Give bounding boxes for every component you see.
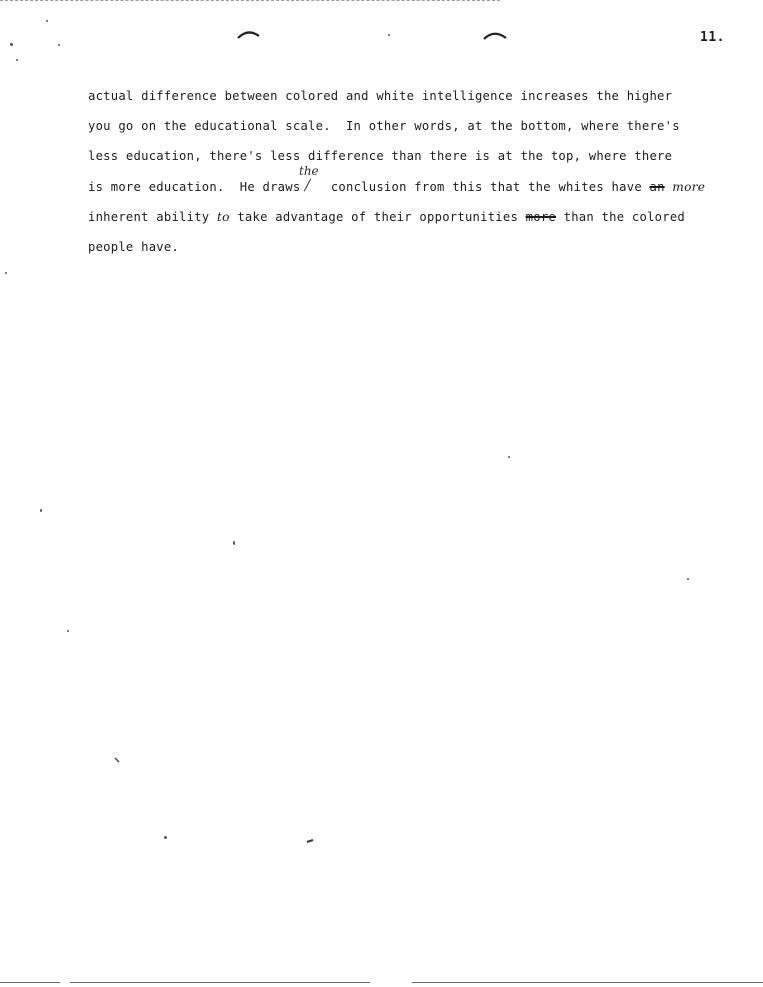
line-4-middle: conclusion from this that the whites have xyxy=(323,180,650,194)
arc-mark-right xyxy=(484,34,506,39)
line-5-middle: take advantage of their opportunities xyxy=(229,210,526,224)
speck xyxy=(40,509,42,512)
arc-mark-left xyxy=(238,32,259,38)
text-line-6: people have. xyxy=(88,240,180,254)
handwritten-insertion: the xyxy=(299,164,319,178)
handwritten-word: to xyxy=(217,210,230,224)
speck xyxy=(687,578,689,580)
speck xyxy=(58,44,60,46)
bottom-edge-rule xyxy=(0,982,60,983)
line-5-end: than the colored xyxy=(556,210,686,224)
page-number: 11. xyxy=(700,30,725,45)
struck-word: an xyxy=(649,180,665,194)
text-line-1: actual difference between colored and white intelligence increases the higher xyxy=(88,89,673,103)
line-4-gap xyxy=(308,180,323,194)
speck xyxy=(388,34,390,36)
handwritten-word: more xyxy=(672,180,706,194)
speck xyxy=(16,59,18,61)
speck xyxy=(5,272,7,274)
struck-word: more xyxy=(525,210,557,224)
text-line-5 xyxy=(88,210,685,224)
speck xyxy=(233,541,235,545)
text-line-3: less education, there's less difference than there is at the top, where there xyxy=(88,149,673,163)
stray-comma xyxy=(115,758,119,762)
text-line-2: you go on the educational scale. In other words, at the bottom, where there's xyxy=(88,119,680,133)
speck xyxy=(46,20,48,22)
speck xyxy=(67,630,69,632)
line-4-start: is more education. He draws xyxy=(88,180,309,194)
bottom-edge-rule xyxy=(70,982,370,983)
speck xyxy=(164,836,167,839)
speck xyxy=(508,456,510,458)
speck xyxy=(10,43,13,46)
bottom-edge-rule xyxy=(412,982,763,983)
text-line-4 xyxy=(88,180,705,194)
line-5-start: inherent ability xyxy=(88,210,217,224)
signature-tick xyxy=(307,840,313,842)
